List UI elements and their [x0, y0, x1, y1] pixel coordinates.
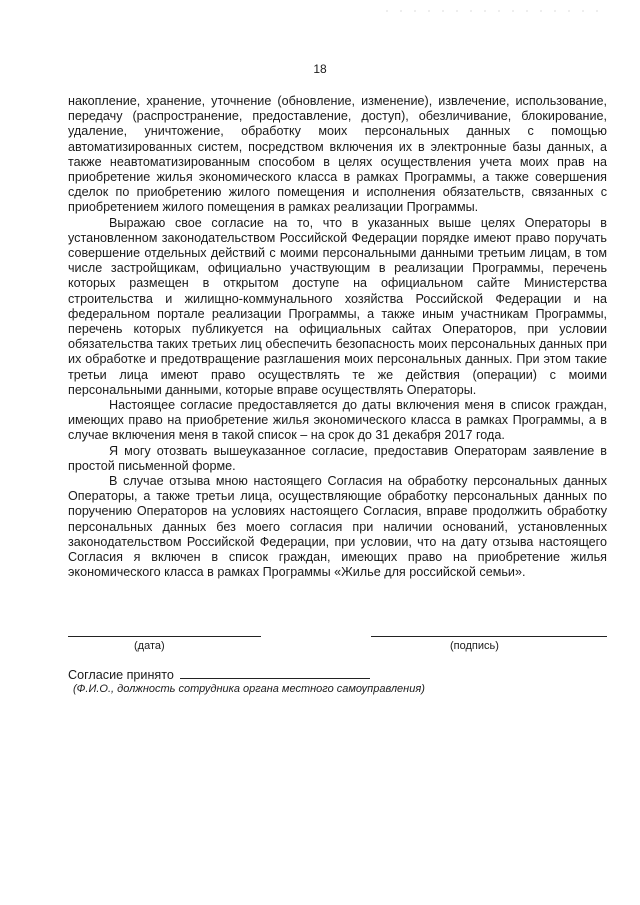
- paragraph-after-revocation: В случае отзыва мною настоящего Согласия на обработку персональных данных Операторы, а также третьи лица, осуществляющие обработку персональных данных по поручению Операторов на условиях настоящего Согласия, вправе продолжить обработку персональных данных без моего согласия при наличии оснований, установленных законодательством Российской Федерации, при условии, что на дату отзыва настоящего Согласия я включен в список граждан, имеющих право на приобретение жилья экономического класса в рамках Программы «Жилье для российской семьи».: [68, 474, 607, 580]
- date-caption: (дата): [134, 640, 165, 652]
- consent-accepted-label: Согласие принято: [68, 668, 174, 682]
- consent-accepted-note: (Ф.И.О., должность сотрудника органа местного самоуправления): [73, 683, 425, 695]
- consent-accepted-line[interactable]: [180, 667, 370, 679]
- signature-caption: (подпись): [450, 640, 499, 652]
- signature-line[interactable]: [371, 636, 607, 637]
- scan-artifact: [380, 9, 600, 13]
- consent-body: [68, 94, 607, 581]
- page-number: 18: [313, 62, 327, 76]
- consent-accepted-row: [68, 667, 370, 682]
- paragraph-third-parties: Выражаю свое согласие на то, что в указанных выше целях Операторы в установленном законодательством Российской Федерации порядке имеют право поручать совершение отдельных действий с моими персональными данными третьим лицам, в том числе застройщикам, официально участвующим в реализации Программы, перечень которых размещен в открытом доступе на официальном сайте Министерства строительства и жилищно-коммунального хозяйства Российской Федерации и на федеральном портале реализации Программы, а также иным участникам Программы, перечень которых публикуется на официальных сайтах Операторов, при условии обязательства таких третьих лиц обеспечить безопасность моих персональных данных при их обработке и предотвращение разглашения моих персональных данных. При этом такие третьи лица имеют право осуществлять те же действия (операции) с моими персональными данными, которые вправе осуществлять Операторы.: [68, 215, 607, 397]
- paragraph-validity-term: Настоящее согласие предоставляется до даты включения меня в список граждан, имеющих право на приобретение жилья экономического класса в рамках Программы, а в случае включения меня в такой список – на срок до 31 декабря 2017 года.: [68, 398, 607, 443]
- date-line[interactable]: [68, 636, 261, 637]
- paragraph-processing-actions: накопление, хранение, уточнение (обновление, изменение), извлечение, использование, передачу (распространение, предоставление, доступ), обезличивание, блокирование, удаление, уничтожение, обработку моих персональных данных с помощью автоматизированных систем, посредством включения их в электронные базы данных, а также неавтоматизированным способом в целях осуществления учета моих прав на приобретение жилья экономического класса в рамках Программы, а также совершения сделок по приобретению жилого помещения и исполнения обязательств, связанных с приобретением жилого помещения в рамках реализации Программы.: [68, 94, 607, 215]
- signature-row: [68, 636, 607, 666]
- paragraph-revocation: Я могу отозвать вышеуказанное согласие, предоставив Операторам заявление в простой письменной форме.: [68, 443, 607, 473]
